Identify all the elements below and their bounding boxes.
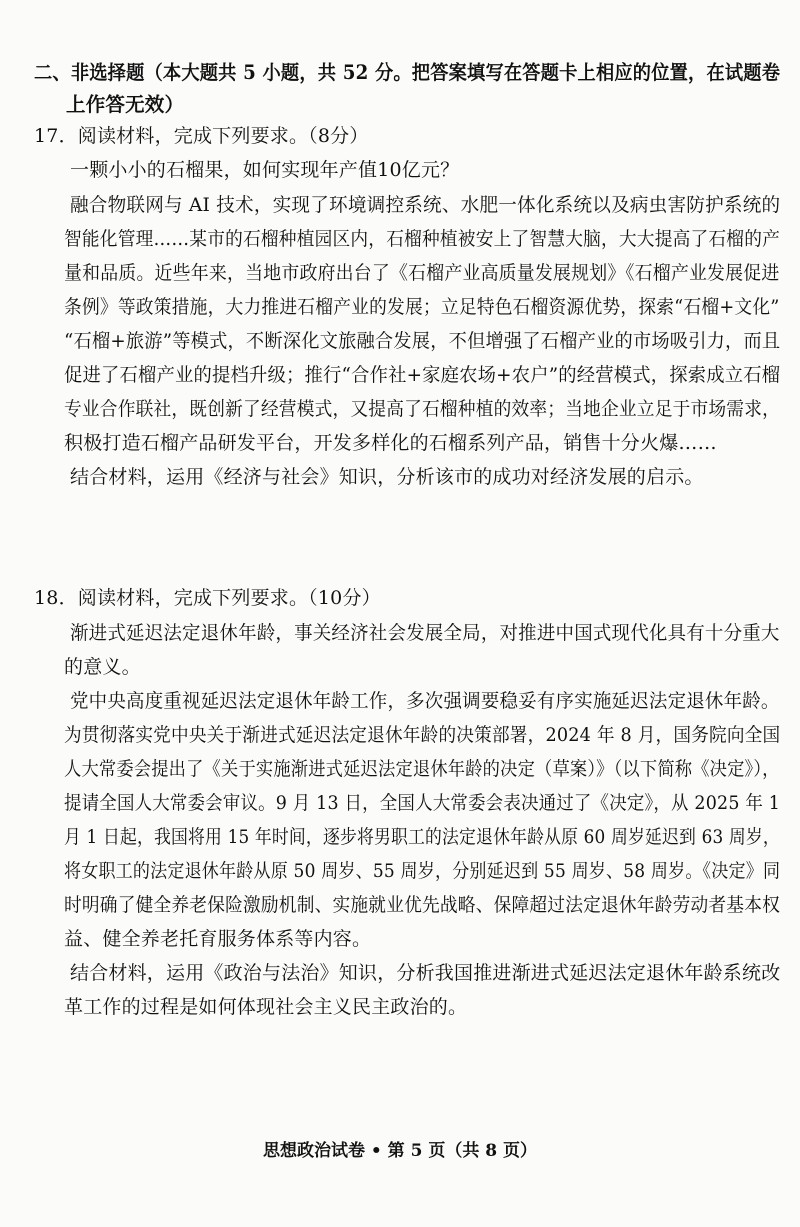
q17-line: 积极打造石榴产品研发平台，开发多样化的石榴系列产品，销售十分火爆…… (64, 432, 717, 454)
question-18-title: 18．阅读材料，完成下列要求。（10分） (34, 587, 381, 609)
q18-line: 提请全国人大常委会审议。9 月 13 日，全国人大常委会表决通过了《决定》，从 2025 年 1 (64, 792, 781, 814)
q17-line: 专业合作联社，既创新了经营模式，又提高了石榴种植的效率；当地企业立足于市场需求， (64, 398, 781, 420)
section-heading-continued: 上作答无效） (66, 93, 185, 116)
q18-prompt-continued: 革工作的过程是如何体现社会主义民主政治的。 (64, 996, 468, 1018)
q18-line: 为贯彻落实党中央关于渐进式延迟法定退休年龄的决策部署，2024 年 8 月，国务院向全国 (64, 724, 781, 746)
q17-line: 一颗小小的石榴果，如何实现年产值10亿元？ (70, 159, 460, 181)
q18-line: 时明确了健全养老保险激励机制、实施就业优先战略、保障超过法定退休年龄劳动者基本权 (64, 894, 781, 916)
q17-line: 条例》等政策措施，大力推进石榴产业的发展；立足特色石榴资源优势，探索“石榴+文化” (64, 296, 780, 318)
q17-prompt: 结合材料，运用《经济与社会》知识，分析该市的成功对经济发展的启示。 (70, 466, 704, 488)
q18-line: 的意义。 (64, 656, 141, 678)
q17-line: 促进了石榴产业的提档升级；推行“合作社+家庭农场+农户”的经营模式，探索成立石榴 (64, 364, 781, 386)
q18-line: 将女职工的法定退休年龄从原 50 周岁、55 周岁，分别延迟到 55 周岁、58 周岁。《决定》同 (64, 860, 781, 882)
q18-line: 党中央高度重视延迟法定退休年龄工作，多次强调要稳妥有序实施延迟法定退休年龄。 (70, 690, 780, 712)
q17-line: 量和品质。近些年来，当地市政府出台了《石榴产业高质量发展规划》《石榴产业发展促进 (64, 262, 780, 284)
section-heading: 二、非选择题（本大题共 5 小题，共 52 分。把答案填写在答题卡上相应的位置，在试题卷 (34, 61, 781, 84)
q18-line: 益、健全养老托育服务体系等内容。 (64, 928, 372, 950)
q17-line: “石榴+旅游”等模式，不断深化文旅融合发展，不但增强了石榴产业的市场吸引力，而且 (64, 330, 781, 352)
q18-line: 月 1 日起，我国将用 15 年时间，逐步将男职工的法定退休年龄从原 60 周岁延迟到 63 周岁， (64, 826, 780, 848)
q18-prompt: 结合材料，运用《政治与法治》知识，分析我国推进渐进式延迟法定退休年龄系统改 (70, 962, 781, 984)
q17-line: 智能化管理……某市的石榴种植园区内，石榴种植被安上了智慧大脑，大大提高了石榴的产 (64, 228, 781, 250)
question-17-title: 17．阅读材料，完成下列要求。（8分） (34, 125, 369, 147)
page-footer: 思想政治试卷 • 第 5 页（共 8 页） (262, 1141, 538, 1161)
q18-line: 渐进式延迟法定退休年龄，事关经济社会发展全局，对推进中国式现代化具有十分重大 (70, 622, 780, 644)
q18-line: 人大常委会提出了《关于实施渐进式延迟法定退休年龄的决定（草案）》（以下简称《决定》）， (64, 758, 780, 780)
q17-line: 融合物联网与 AI 技术，实现了环境调控系统、水肥一体化系统以及病虫害防护系统的 (70, 194, 781, 216)
